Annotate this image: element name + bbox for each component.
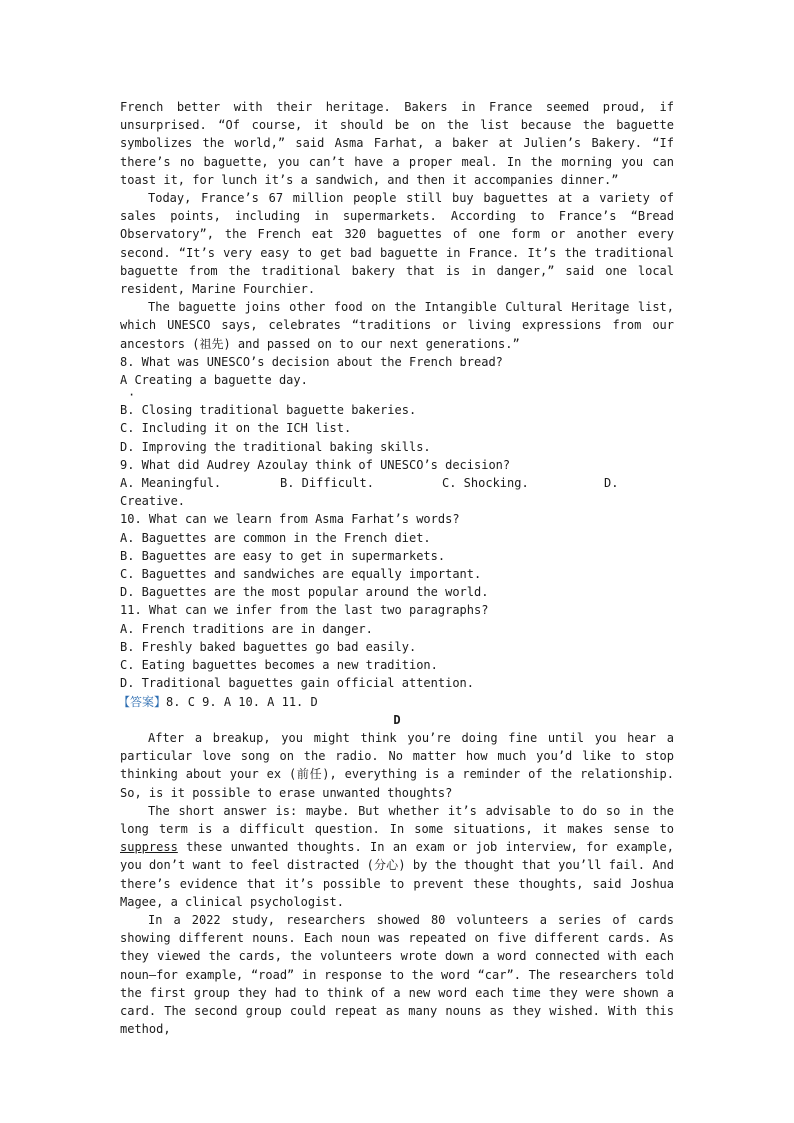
underlined-word-suppress: suppress <box>120 840 178 855</box>
passage-d-p2-after: these unwanted thoughts. In an exam or job interview, for example, you don’t want to feel distracted (分心) by the thought that you’ll fail. And there’s evidence that it’s possible to prevent these thoughts, said Joshua Magee, a clinical psychologist. <box>120 840 674 909</box>
question-9 <box>120 456 674 511</box>
question-8-option-a: A Creating a baguette day. <box>120 373 308 388</box>
question-9-option-a: A. Meaningful. <box>120 476 222 491</box>
answer-tag: 【答案】 <box>118 694 167 709</box>
answer-text: 8. C 9. A 10. A 11. D <box>166 694 318 709</box>
question-8-option-b: B. Closing traditional baguette bakeries. <box>120 403 417 418</box>
passage-d-p2-before: The short answer is: maybe. But whether it’s advisable to do so in the long term is a difficult question. In some situations, it makes sense to <box>120 803 674 836</box>
stray-dot: · <box>128 388 136 403</box>
document-page <box>120 98 674 1038</box>
question-11-option-c: C. Eating baguettes becomes a new tradition. <box>120 658 438 673</box>
question-9-option-d-text: Creative. <box>120 494 186 509</box>
question-10-option-d: D. Baguettes are the most popular around the world. <box>120 585 489 600</box>
question-9-option-d-label: D. <box>604 476 619 491</box>
passage-c-paragraph-1: French better with their heritage. Bakers in France seemed proud, if unsurprised. “Of course, it should be on the list because the baguette symbolizes the world,” said Asma Farhat, a baker at Julien’s Bakery. “If there’s no baguette, you can’t have a proper meal. In the morning you can toast it, for lunch it’s a sandwich, and then it accompanies dinner.” <box>120 100 674 187</box>
question-8-stem: 8. What was UNESCO’s decision about the French bread? <box>120 354 503 369</box>
question-9-option-b: B. Difficult. <box>280 476 374 491</box>
question-11-option-d: D. Traditional baguettes gain official attention. <box>120 676 475 691</box>
question-8 <box>120 353 674 456</box>
question-11-stem: 11. What can we infer from the last two paragraphs? <box>120 603 489 618</box>
question-9-option-c: C. Shocking. <box>442 476 529 491</box>
passage-d-paragraph-3: In a 2022 study, researchers showed 80 volunteers a series of cards showing different nouns. Each noun was repeated on five different cards. As they viewed the cards, the volunteers wrote down a word connected with each noun—for example, “road” in response to the word “car”. The researchers told the first group they had to think of a new word each time they were shown a card. The second group could repeat as many nouns as they wished. With this method, <box>120 912 674 1037</box>
question-8-option-d: D. Improving the traditional baking skills. <box>120 439 431 454</box>
question-11-option-a: A. French traditions are in danger. <box>120 621 373 636</box>
passage-c-paragraph-3: The baguette joins other food on the Intangible Cultural Heritage list, which UNESCO says, celebrates “traditions or living expressions from our ancestors (祖先) and passed on to our next generations.” <box>120 300 674 351</box>
passage-d-paragraph-2 <box>120 802 674 911</box>
question-10 <box>120 510 674 601</box>
question-10-option-a: A. Baguettes are common in the French diet. <box>120 530 431 545</box>
question-10-option-c: C. Baguettes and sandwiches are equally important. <box>120 567 482 582</box>
answer-key <box>118 693 674 711</box>
question-9-options-row <box>120 474 674 492</box>
question-8-option-c: C. Including it on the ICH list. <box>120 421 352 436</box>
question-9-stem: 9. What did Audrey Azoulay think of UNESCO’s decision? <box>120 457 511 472</box>
question-10-stem: 10. What can we learn from Asma Farhat’s words? <box>120 512 460 527</box>
question-10-option-b: B. Baguettes are easy to get in supermarkets. <box>120 548 446 563</box>
question-11 <box>120 601 674 692</box>
question-11-option-b: B. Freshly baked baguettes go bad easily. <box>120 639 417 654</box>
passage-c-paragraph-2: Today, France’s 67 million people still buy baguettes at a variety of sales points, including in supermarkets. According to France’s “Bread Observatory”, the French eat 320 baguettes of one form or another every second. “It’s very easy to get bad baguette in France. It’s the traditional baguette from the traditional bakery that is in danger,” said one local resident, Marine Fourchier. <box>120 191 674 297</box>
passage-d-paragraph-1: After a breakup, you might think you’re doing fine until you hear a particular love song on the radio. No matter how much you’d like to stop thinking about your ex (前任), everything is a reminder of the relationship. So, is it possible to erase unwanted thoughts? <box>120 730 674 800</box>
passage-d-heading: D <box>393 712 401 727</box>
